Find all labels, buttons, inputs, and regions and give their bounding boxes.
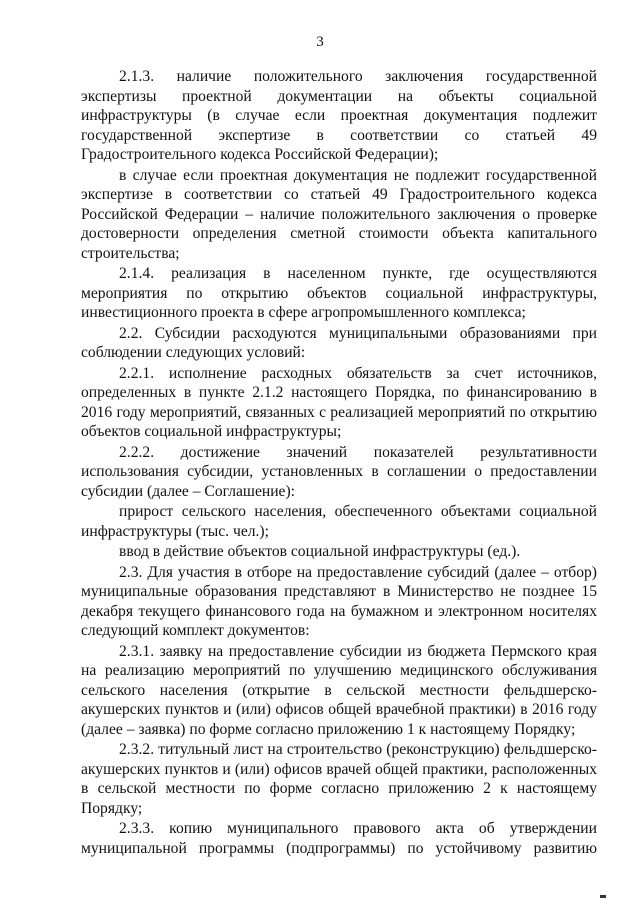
page-number: 3 [316, 34, 324, 50]
scan-mark [600, 895, 606, 898]
paragraph-2-3-1: 2.3.1. заявку на предоставление субсидии из бюджета Пермского края на реализацию мероприятий по улучшению медицинского обслуживания сельского населения (открытие в сельской местности фельдшерско-акушерских пунктов и (или) офисов общей врачебной практики) в 2016 году (далее – заявка) по форме согласно приложению 1 к настоящему Порядку; [81, 642, 597, 738]
paragraph-2-2-2: 2.2.2. достижение значений показателей результативности использования субсидии, установленных в соглашении о предоставлении субсидии (далее – Соглашение): [81, 443, 597, 500]
paragraph-2-3: 2.3. Для участия в отборе на предоставление субсидий (далее – отбор) муниципальные образования представляют в Министерство не позднее 15 декабря текущего финансового года на бумажном и электронном носителях следующий комплект документов: [81, 563, 597, 639]
paragraph-2-1-3: 2.1.3. наличие положительного заключения государственной экспертизы проектной документации на объекты социальной инфраструктуры (в случае если проектная документация подлежит государственной экспертизе в соответствии со статьей 49 Градостроительного кодекса Российской Федерации); [81, 68, 597, 163]
paragraph-2-2-1: 2.2.1. исполнение расходных обязательств за счет источников, определенных в пункте 2.1.2 настоящего Порядка, по финансированию в 2016 году мероприятий, связанных с реализацией мероприятий по открытию объектов социальной инфраструктуры; [81, 364, 597, 440]
paragraph-population-growth: прирост сельского населения, обеспеченного объектами социальной инфраструктуры (тыс. чел.); [81, 503, 597, 540]
paragraph-no-expertise-case: в случае если проектная документация не подлежит государственной экспертизе в соответствии со статьей 49 Градостроительного кодекса Российской Федерации – наличие положительного заключения о проверке достоверности определения сметной стоимости объекта капитального строительства; [81, 166, 597, 262]
paragraph-2-3-3: 2.3.3. копию муниципального правового акта об утверждении муниципальной программы (подпрограммы) по устойчивому развитию [81, 820, 597, 857]
paragraph-facilities-commissioned: ввод в действие объектов социальной инфраструктуры (ед.). [119, 543, 521, 560]
paragraph-2-2: 2.2. Субсидии расходуются муниципальными образованиями при соблюдении следующих условий: [81, 324, 597, 361]
document-body [81, 67, 597, 859]
paragraph-2-1-4: 2.1.4. реализация в населенном пункте, где осуществляются мероприятия по открытию объектов социальной инфраструктуры, инвестиционного проекта в сфере агропромышленного комплекса; [81, 265, 597, 321]
paragraph-2-3-2: 2.3.2. титульный лист на строительство (реконструкцию) фельдшерско-акушерских пунктов и (или) офисов врачей общей практики, расположенных в сельской местности по форме согласно приложению 2 к настоящему Порядку; [81, 741, 597, 817]
